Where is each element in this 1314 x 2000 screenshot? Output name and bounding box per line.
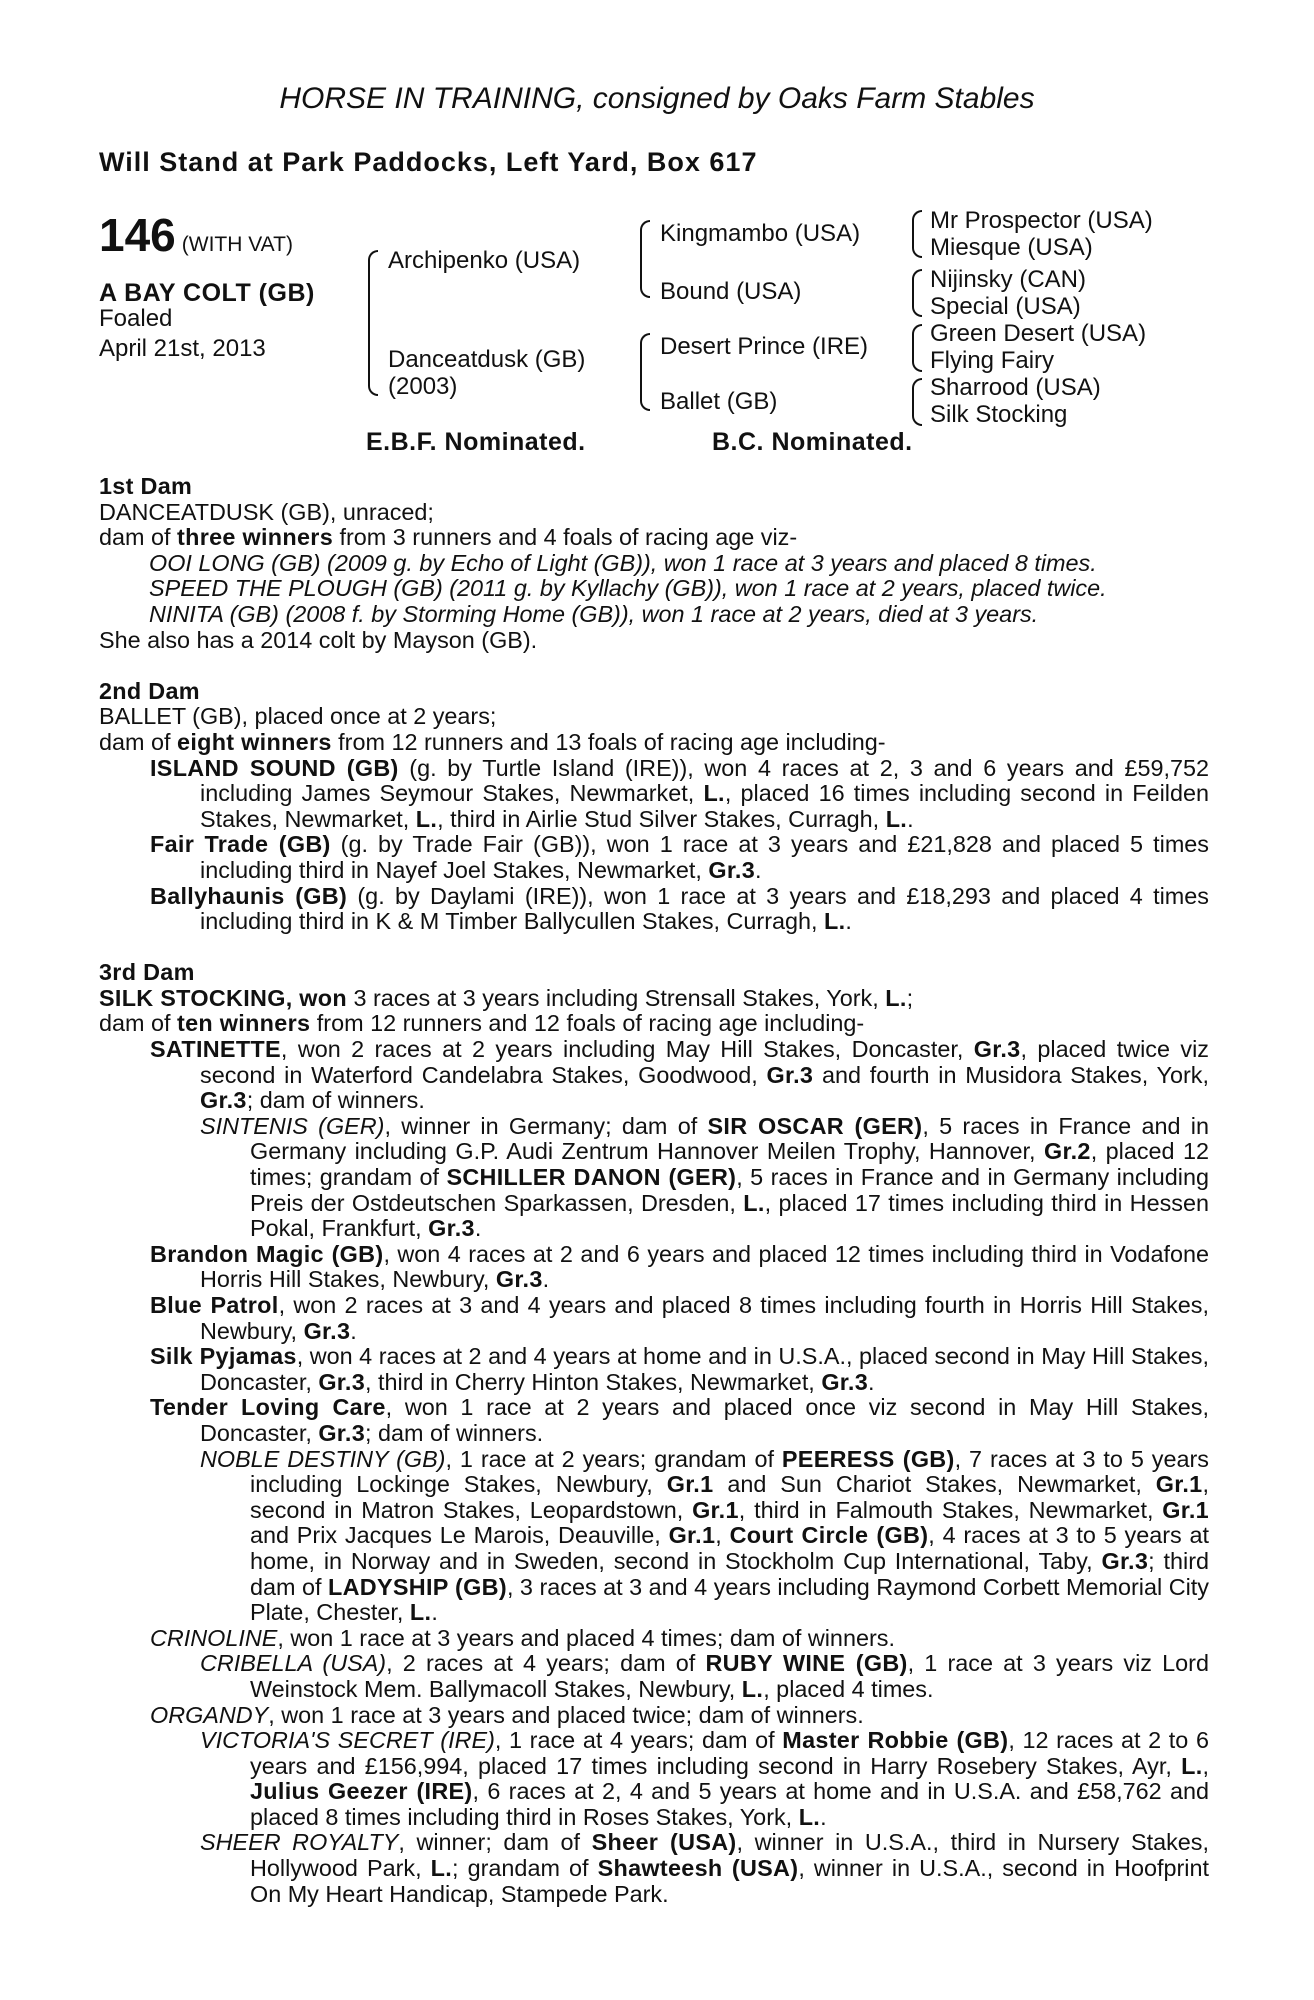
dam-sire: Desert Prince (IRE) [660, 333, 869, 360]
brace-dam-parents [640, 333, 650, 411]
g1: Mr Prospector (USA) [930, 207, 1153, 234]
brace-sire-parents [640, 220, 650, 298]
produce-victorias-secret: VICTORIA'S SECRET (IRE), 1 race at 4 years; dam of Master Robbie (GB), 12 races at 2 to 6 years and £156,994, placed 17 times including second in Harry Rosebery Stakes, Ayr, L., Julius Geezer (IRE), 6 races at 2, 4 and 5 years at home and in U.S.A. and £58,762 and placed 8 times including third in Roses Stakes, York, L.. [200, 1727, 1209, 1830]
brace-g56 [912, 324, 922, 372]
produce-brandon-magic: Brandon Magic (GB), won 4 races at 2 and 6 years and placed 12 times including third in Vodafone Horris Hill Stakes, Newbury, Gr.3. [150, 1240, 1209, 1293]
produce-satinette: SATINETTE, won 2 races at 2 years including May Hill Stakes, Doncaster, Gr.3, placed twice viz second in Waterford Candelabra Stakes, Goodwood, Gr.3 and fourth in Musidora Stakes, York, Gr.3; dam of winners. [150, 1036, 1209, 1114]
third-dam-line: SILK STOCKING, won 3 races at 3 years including Strensall Stakes, York, L.; [99, 984, 914, 1011]
offspring-2: SPEED THE PLOUGH (GB) (2011 g. by Kyllachy (GB)), won 1 race at 2 years, placed twice. [149, 575, 1107, 602]
g6: Flying Fairy [930, 347, 1055, 374]
produce-noble-destiny: NOBLE DESTINY (GB), 1 race at 2 years; grandam of PEERESS (GB), 7 races at 3 to 5 years including Lockinge Stakes, Newbury, Gr.1 and Sun Chariot Stakes, Newmarket, Gr.1, second in Matron Stakes, Leopardstown, Gr.1, third in Falmouth Stakes, Newmarket, Gr.1 and Prix Jacques Le Marois, Deauville, Gr.1, Court Circle (GB), 4 races at 3 to 5 years at home, in Norway and in Sweden, second in Stockholm Cup International, Taby, Gr.3; third dam of LADYSHIP (GB), 3 races at 3 and 4 years including Raymond Corbett Memorial City Plate, Chester, L.. [200, 1445, 1210, 1626]
vat-note: (WITH VAT) [181, 233, 293, 256]
g5: Green Desert (USA) [930, 320, 1147, 347]
ebf-nominated: E.B.F. Nominated. [366, 428, 586, 456]
first-dam-title: 1st Dam [99, 473, 193, 499]
produce-silk-pyjamas: Silk Pyjamas, won 4 races at 2 and 4 years at home and in U.S.A., placed second in May Hill Stakes, Doncaster, Gr.3, third in Cherry Hinton Stakes, Newmarket, Gr.3. [150, 1343, 1209, 1395]
produce-fair-trade: Fair Trade (GB) (g. by Trade Fair (GB)), won 1 race at 3 years and £21,828 and placed 5 times including third in Nayef Joel Stakes, Newmarket, Gr.3. [150, 831, 1210, 883]
pedigree-notes [99, 474, 1209, 1907]
g3: Nijinsky (CAN) [930, 266, 1086, 293]
consignment-heading: HORSE IN TRAINING, consigned by Oaks Farm Stables [279, 82, 1035, 115]
lot-number: 146 [99, 209, 176, 261]
produce-cribella: CRIBELLA (USA), 2 races at 4 years; dam of RUBY WINE (GB), 1 race at 3 years viz Lord Weinstock Mem. Ballymacoll Stakes, Newbury, L., placed 4 times. [200, 1650, 1209, 1702]
foaled-label: Foaled [99, 305, 173, 332]
g8: Silk Stocking [930, 401, 1068, 428]
dam-dam: Ballet (GB) [660, 388, 778, 415]
first-dam-line: DANCEATDUSK (GB), unraced; [99, 498, 434, 525]
produce-blue-patrol: Blue Patrol, won 2 races at 3 and 4 years and placed 8 times including fourth in Horris Hill Stakes, Newbury, Gr.3. [150, 1292, 1209, 1344]
dam-year: (2003) [388, 373, 458, 400]
produce-island-sound: ISLAND SOUND (GB) (g. by Turtle Island (IRE)), won 4 races at 2, 3 and 6 years and £59,752 including James Seymour Stakes, Newmarket, L., placed 16 times including second in Feilden Stakes, Newmarket, L., third in Airlie Stud Silver Stakes, Curragh, L.. [150, 754, 1210, 832]
brace-sire-dam [368, 250, 378, 396]
g7: Sharrood (USA) [930, 374, 1101, 401]
brace-g34 [912, 269, 922, 317]
brace-g78 [912, 378, 922, 426]
produce-ballyhaunis: Ballyhaunis (GB) (g. by Daylami (IRE)), won 1 race at 3 years and £18,293 and placed 4 times including third in K & M Timber Ballycullen Stakes, Curragh, L.. [150, 882, 1210, 935]
offspring-3: NINITA (GB) (2008 f. by Storming Home (GB)), won 1 race at 2 years, died at 3 years. [149, 600, 1039, 627]
produce-sheer-royalty: SHEER ROYALTY, winner; dam of Sheer (USA), winner in U.S.A., third in Nursery Stakes, Hollywood Park, L.; grandam of Shawteesh (USA), winner in U.S.A., second in Hoofprint On My Heart Handicap, Stampede Park. [200, 1829, 1209, 1907]
g2: Miesque (USA) [930, 234, 1093, 261]
offspring-1: OOI LONG (GB) (2009 g. by Echo of Light (GB)), won 1 race at 3 years and placed 8 times. [149, 549, 1097, 576]
produce-sintenis: SINTENIS (GER), winner in Germany; dam of SIR OSCAR (GER), 5 races in France and in Germany including G.P. Audi Zentrum Hannover Meilen Trophy, Hannover, Gr.2, placed 12 times; grandam of SCHILLER DANON (GER), 5 races in France and in Germany including Preis der Ostdeutschen Sparkassen, Dresden, L., placed 17 times including third in Hessen Pokal, Frankfurt, Gr.3. [200, 1112, 1209, 1242]
g4: Special (USA) [930, 293, 1081, 320]
foaled-info [99, 304, 266, 364]
produce-crinoline: CRINOLINE, won 1 race at 3 years and placed 4 times; dam of winners. [150, 1624, 895, 1651]
third-dam-produce: dam of ten winners from 12 runners and 12 foals of racing age including- [99, 1010, 865, 1037]
sire: Archipenko (USA) [388, 247, 581, 274]
brace-g12 [912, 210, 922, 258]
stand-location: Will Stand at Park Paddocks, Left Yard, Box 617 [99, 147, 758, 177]
sire-dam: Bound (USA) [660, 278, 802, 305]
lot-description: A BAY COLT (GB) [99, 279, 315, 307]
second-dam-line: BALLET (GB), placed once at 2 years; [99, 703, 497, 730]
produce-tender-loving-care: Tender Loving Care, won 1 race at 2 years and placed once viz second in May Hill Stakes, Doncaster, Gr.3; dam of winners. [150, 1394, 1209, 1446]
third-dam-title: 3rd Dam [99, 959, 195, 986]
dam: Danceatdusk (GB) [388, 346, 586, 373]
foaled-date: April 21st, 2013 [99, 335, 266, 362]
first-dam-produce: dam of three winners from 3 runners and 4 foals of racing age viz- [99, 524, 798, 551]
second-dam-produce: dam of eight winners from 12 runners and 13 foals of racing age including- [99, 728, 886, 755]
produce-organdy: ORGANDY, won 1 race at 3 years and placed twice; dam of winners. [150, 1701, 864, 1728]
sire-sire: Kingmambo (USA) [660, 220, 861, 247]
lot-number-block [99, 208, 293, 262]
first-dam-note: She also has a 2014 colt by Mayson (GB). [99, 626, 538, 653]
bc-nominated: B.C. Nominated. [712, 428, 913, 456]
second-dam-title: 2nd Dam [99, 677, 200, 704]
